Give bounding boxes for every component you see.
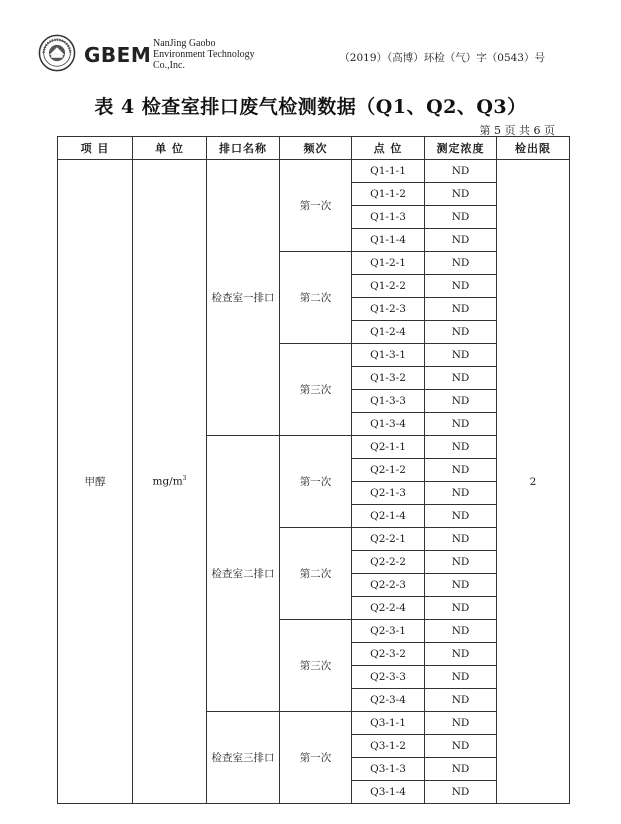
point-cell: Q3-1-3 — [352, 758, 425, 781]
header-concentration: 测定浓度 — [425, 137, 497, 160]
point-cell: Q2-1-3 — [352, 482, 425, 505]
concentration-cell: ND — [425, 574, 497, 597]
header-frequency: 频次 — [280, 137, 352, 160]
concentration-cell: ND — [425, 735, 497, 758]
concentration-cell: ND — [425, 597, 497, 620]
unit-cell — [133, 160, 207, 804]
outlet-cell: 检查室三排口 — [207, 712, 280, 804]
header-item: 项 目 — [58, 137, 133, 160]
point-cell: Q1-3-4 — [352, 413, 425, 436]
concentration-cell: ND — [425, 298, 497, 321]
concentration-cell: ND — [425, 206, 497, 229]
frequency-cell: 第二次 — [280, 252, 352, 344]
point-cell: Q2-3-4 — [352, 689, 425, 712]
point-cell: Q2-2-1 — [352, 528, 425, 551]
concentration-cell: ND — [425, 183, 497, 206]
concentration-cell: ND — [425, 229, 497, 252]
concentration-cell: ND — [425, 321, 497, 344]
concentration-cell: ND — [425, 482, 497, 505]
page-header — [0, 0, 621, 80]
concentration-cell: ND — [425, 344, 497, 367]
frequency-cell: 第二次 — [280, 528, 352, 620]
company-seal-icon — [38, 34, 76, 72]
header-unit: 单 位 — [133, 137, 207, 160]
point-cell: Q3-1-2 — [352, 735, 425, 758]
concentration-cell: ND — [425, 551, 497, 574]
company-line: Environment Technology — [153, 49, 255, 60]
point-cell: Q1-2-3 — [352, 298, 425, 321]
concentration-cell: ND — [425, 758, 497, 781]
brand-logo-text: GBEM — [84, 43, 152, 67]
concentration-cell: ND — [425, 689, 497, 712]
frequency-cell: 第一次 — [280, 712, 352, 804]
point-cell: Q3-1-4 — [352, 781, 425, 804]
point-cell: Q2-1-1 — [352, 436, 425, 459]
point-cell: Q1-3-1 — [352, 344, 425, 367]
unit-superscript: 3 — [182, 475, 187, 483]
point-cell: Q2-3-3 — [352, 666, 425, 689]
table-header-row — [58, 137, 570, 160]
company-name — [153, 38, 255, 71]
point-cell: Q1-1-2 — [352, 183, 425, 206]
outlet-cell: 检查室二排口 — [207, 436, 280, 712]
point-cell: Q1-1-1 — [352, 160, 425, 183]
document-number: （2019）（高博）环检（气）字（0543）号 — [339, 52, 545, 64]
concentration-cell: ND — [425, 459, 497, 482]
emission-data-table — [57, 136, 570, 804]
header-point: 点 位 — [352, 137, 425, 160]
point-cell: Q2-1-2 — [352, 459, 425, 482]
company-line: Co.,Inc. — [153, 60, 185, 71]
concentration-cell: ND — [425, 367, 497, 390]
table-title: 表 4 检查室排口废气检测数据（Q1、Q2、Q3） — [94, 96, 527, 118]
concentration-cell: ND — [425, 160, 497, 183]
header-outlet: 排口名称 — [207, 137, 280, 160]
frequency-cell: 第一次 — [280, 160, 352, 252]
concentration-cell: ND — [425, 390, 497, 413]
company-line: NanJing Gaobo — [153, 38, 216, 49]
point-cell: Q2-3-1 — [352, 620, 425, 643]
point-cell: Q1-3-2 — [352, 367, 425, 390]
concentration-cell: ND — [425, 712, 497, 735]
concentration-cell: ND — [425, 252, 497, 275]
concentration-cell: ND — [425, 436, 497, 459]
header-limit: 检出限 — [497, 137, 570, 160]
point-cell: Q2-2-3 — [352, 574, 425, 597]
concentration-cell: ND — [425, 643, 497, 666]
point-cell: Q1-1-4 — [352, 229, 425, 252]
unit-base: mg/m — [152, 475, 183, 488]
concentration-cell: ND — [425, 781, 497, 804]
item-cell: 甲醇 — [58, 160, 133, 804]
point-cell: Q2-2-2 — [352, 551, 425, 574]
concentration-cell: ND — [425, 275, 497, 298]
frequency-cell: 第三次 — [280, 620, 352, 712]
concentration-cell: ND — [425, 666, 497, 689]
point-cell: Q2-1-4 — [352, 505, 425, 528]
table-row — [58, 160, 570, 183]
limit-cell: 2 — [497, 160, 570, 804]
concentration-cell: ND — [425, 528, 497, 551]
outlet-cell: 检查室一排口 — [207, 160, 280, 436]
page-number: 第 5 页 共 6 页 — [479, 124, 555, 137]
point-cell: Q1-3-3 — [352, 390, 425, 413]
point-cell: Q1-2-4 — [352, 321, 425, 344]
point-cell: Q1-2-1 — [352, 252, 425, 275]
point-cell: Q2-3-2 — [352, 643, 425, 666]
point-cell: Q2-2-4 — [352, 597, 425, 620]
frequency-cell: 第三次 — [280, 344, 352, 436]
concentration-cell: ND — [425, 505, 497, 528]
point-cell: Q1-1-3 — [352, 206, 425, 229]
frequency-cell: 第一次 — [280, 436, 352, 528]
point-cell: Q1-2-2 — [352, 275, 425, 298]
concentration-cell: ND — [425, 413, 497, 436]
concentration-cell: ND — [425, 620, 497, 643]
point-cell: Q3-1-1 — [352, 712, 425, 735]
